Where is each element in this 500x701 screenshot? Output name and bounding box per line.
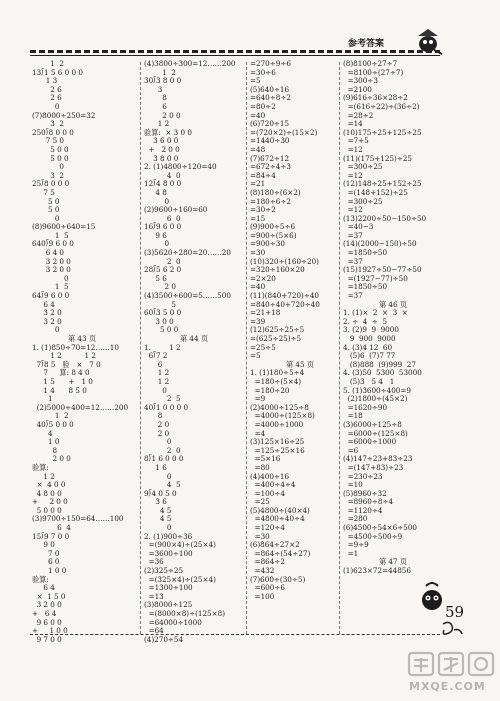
- answer-line: (13)2200÷50−150÷50: [343, 213, 427, 223]
- answer-line: 30⟌3 8 0 0: [144, 76, 182, 86]
- answer-line: 25⟌8 0 0 0: [32, 179, 70, 189]
- answer-line: 4 5: [144, 480, 181, 490]
- answer-line: 2. ÷ 4 ÷ 5: [343, 316, 388, 326]
- answer-line: 6 4: [32, 299, 55, 309]
- answer-line: =6000÷1000: [343, 437, 397, 447]
- answer-line: 0: [144, 471, 172, 481]
- answer-line: 2 0 0: [144, 110, 181, 120]
- answer-line: =40: [250, 110, 266, 120]
- answer-line: =30: [250, 248, 266, 258]
- answer-line: (3)9700÷150=64……100: [32, 514, 124, 524]
- answer-line: =1440÷30: [250, 136, 290, 146]
- answer-line: 0: [32, 162, 64, 172]
- answer-line: 3: [144, 84, 163, 94]
- answer-line: =4000÷1000: [250, 419, 304, 429]
- answer-line: =(147+83)÷23: [343, 462, 404, 472]
- cartoon-character-icon: [418, 580, 446, 612]
- answer-line: =5: [250, 351, 261, 361]
- answer-line: =(616÷22)÷(36÷2): [343, 101, 420, 111]
- answer-line: =80: [250, 462, 270, 472]
- answer-line: =270÷9÷6: [250, 59, 291, 68]
- answer-line: =1620÷90: [343, 402, 388, 412]
- answer-line: =840÷40+720÷40: [250, 299, 320, 309]
- answer-line: =432: [250, 566, 275, 576]
- answer-line: 1 5: [32, 230, 69, 240]
- answer-line: 3. (2)9 9 9000: [343, 325, 399, 335]
- column-divider: [246, 62, 247, 634]
- answer-line: =64000÷1000: [144, 617, 202, 627]
- answer-line: 8: [144, 93, 167, 103]
- section-heading: 第 46 页: [378, 299, 408, 309]
- answer-line: =36: [144, 557, 164, 567]
- answer-line: =40−3: [343, 222, 374, 232]
- section-heading: 第 43 页: [67, 334, 97, 343]
- answer-line: =(720×2)÷(15×2): [250, 127, 318, 137]
- answer-line: + 6 4: [32, 609, 57, 618]
- answer-line: (4)3500÷600=5……500: [144, 291, 231, 301]
- answer-line: =(148+152)÷25: [343, 187, 408, 197]
- header-divider: [30, 50, 440, 53]
- answer-line: 12⟌4 8 0 0: [144, 179, 182, 189]
- mascot-icon: [412, 26, 444, 56]
- answer-line: 1 5: [32, 282, 69, 292]
- answer-line: =672÷4÷3: [250, 162, 291, 172]
- answer-line: 6 4 0: [32, 248, 64, 258]
- answer-line: =25: [250, 497, 270, 507]
- answer-line: =300÷3: [343, 76, 378, 86]
- answer-line: 2 5: [144, 394, 181, 404]
- answer-line: 6: [144, 101, 167, 111]
- answer-line: 2. (1)4800÷120=40: [144, 162, 217, 172]
- answer-line: 5 0 0 0: [32, 505, 62, 515]
- answer-line: 2 0: [144, 428, 170, 438]
- answer-line: =(8000×8)÷(125×8): [144, 609, 226, 618]
- answer-line: 9 6 0 0: [32, 617, 62, 627]
- answer-line: 9 900 9000: [343, 334, 396, 343]
- answer-line: =37: [343, 256, 363, 266]
- answer-column-2: [144, 60, 244, 644]
- watermark-logo: [405, 650, 497, 694]
- answer-line: =1120÷4: [343, 505, 383, 515]
- answer-line: =9: [250, 394, 266, 404]
- header-divider-thin: [30, 55, 440, 56]
- answer-line: =2100: [343, 84, 372, 94]
- answer-line: =4: [250, 428, 266, 438]
- answer-line: 1 6: [144, 462, 167, 472]
- answer-line: 2. (1)900÷36: [144, 531, 193, 541]
- answer-line: (9)900÷5÷6: [250, 222, 296, 232]
- answer-line: (5)640÷16: [250, 84, 290, 94]
- answer-line: (7)8000÷250=32: [32, 110, 96, 120]
- header-label: 参考答案: [348, 39, 385, 49]
- answer-line: 3 2 0: [32, 316, 62, 326]
- answer-line: (7)600÷(30÷5): [250, 574, 306, 584]
- answer-line: 6: [144, 359, 163, 369]
- answer-line: 0: [144, 196, 170, 206]
- svg-text:MXQE.COM: MXQE.COM: [409, 680, 486, 693]
- answer-line: 1 2: [32, 471, 55, 481]
- answer-line: 1: [32, 394, 53, 404]
- answer-line: 13⟌1 5 6 0 0 0: [32, 67, 83, 77]
- answer-column-1: [32, 60, 132, 644]
- answer-line: (3)6000÷125÷8: [343, 419, 402, 429]
- answer-line: (9)616÷36×28÷2: [343, 93, 408, 103]
- answer-line: (1)623×72=44856: [343, 566, 411, 576]
- answer-line: 2 0 0: [32, 454, 71, 464]
- answer-line: 9 0: [32, 540, 55, 550]
- answer-line: =12: [343, 205, 363, 215]
- answer-line: (12)148÷25+152÷25: [343, 179, 422, 189]
- answer-line: 0: [144, 385, 167, 395]
- answer-line: =30÷2: [250, 205, 276, 215]
- answer-line: (12)625÷25÷5: [250, 325, 305, 335]
- answer-line: 4. (3)50 5300 53000: [343, 368, 422, 378]
- answer-line: (4)270÷54: [144, 634, 184, 644]
- answer-line: =5: [250, 76, 261, 86]
- answer-line: =37: [343, 291, 363, 301]
- answer-line: =40: [250, 282, 266, 292]
- answer-line: 1 5 + 1 0: [32, 376, 93, 386]
- answer-line: 2 0: [144, 256, 181, 266]
- answer-line: 16⟌9 6 0 0: [144, 222, 182, 232]
- answer-line: =37: [343, 230, 363, 240]
- answer-line: 3 2 0 0: [32, 265, 71, 275]
- answer-line: =21+18: [250, 308, 281, 318]
- answer-line: 2 0: [144, 282, 176, 292]
- answer-line: 6 4: [32, 583, 55, 593]
- answer-line: =(625÷25)÷5: [250, 334, 302, 343]
- answer-line: (7)672÷12: [250, 153, 290, 163]
- answer-line: =100: [250, 591, 275, 601]
- answer-line: (3)5620÷280=20……20: [144, 248, 231, 258]
- answer-line: 5 0: [32, 205, 60, 215]
- answer-line: =6000÷(125×8): [343, 428, 408, 438]
- answer-line: 40⟌5 0 0 0: [32, 419, 74, 429]
- answer-line: (3)125×16÷25: [250, 437, 305, 447]
- answer-line: + 2 0 0: [32, 497, 68, 507]
- answer-line: 1 0 0: [32, 566, 67, 576]
- column-divider: [339, 62, 340, 634]
- answer-line: (5)3 5 4 1: [343, 376, 395, 386]
- answer-line: 6 0: [32, 557, 60, 567]
- answer-line: + 1 0 0: [32, 626, 68, 636]
- answer-line: 4 8: [144, 187, 167, 197]
- answer-line: =864÷2: [250, 557, 285, 567]
- answer-line: 1 4 8 5 0: [32, 385, 87, 395]
- answer-line: 3 0 0: [144, 316, 174, 326]
- answer-line: 6 0: [144, 213, 181, 223]
- answer-line: 5 0 0: [144, 325, 179, 335]
- answer-line: 5 6: [144, 273, 167, 283]
- answer-line: 1 3: [32, 76, 58, 86]
- answer-line: (6)4500÷54×6÷500: [343, 523, 417, 533]
- answer-line: 2 6: [32, 84, 62, 94]
- answer-line: 64⟌9 6 0 0: [32, 291, 70, 301]
- answer-line: =(1927−77)÷50: [343, 273, 408, 283]
- answer-line: =900÷(5×6): [250, 230, 297, 240]
- answer-line: 60⟌3 5 0 0: [144, 308, 182, 318]
- answer-line: =1: [343, 548, 359, 558]
- answer-line: =10: [343, 480, 363, 490]
- answer-line: =80÷2: [250, 101, 276, 111]
- answer-line: 0: [32, 273, 69, 283]
- column-divider: [140, 62, 141, 634]
- answer-line: (8)8100÷27÷7: [343, 59, 398, 68]
- answer-line: (2)4000÷125÷8: [250, 402, 309, 412]
- answer-line: (4)147÷23+83÷23: [343, 454, 413, 464]
- answer-line: 9 7 0 0: [32, 634, 62, 644]
- answer-line: =400÷4÷4: [250, 480, 296, 490]
- answer-line: (11)(175+125)÷25: [343, 153, 412, 163]
- answer-line: =864÷(54÷27): [250, 548, 311, 558]
- answer-line: 3 8 0 0: [144, 153, 179, 163]
- answer-line: 0: [144, 523, 172, 533]
- answer-line: 1 2: [144, 368, 170, 378]
- answer-line: 1. (1)850÷70=12……10: [32, 342, 119, 352]
- answer-line: =180÷6÷2: [250, 196, 291, 206]
- answer-line: 5 0 0: [32, 144, 69, 154]
- answer-line: 5 0: [32, 196, 60, 206]
- answer-line: (10)175÷25+125÷25: [343, 127, 422, 137]
- answer-line: 1 0: [32, 437, 60, 447]
- answer-line: 3 6 0 0: [144, 136, 179, 146]
- answer-line: =18: [343, 411, 363, 421]
- answer-line: 1 2: [144, 376, 170, 386]
- answer-line: =300÷25: [343, 196, 383, 206]
- page-number: 59: [445, 603, 465, 621]
- answer-line: 3 2: [32, 170, 64, 180]
- answer-line: 1. 1 2: [144, 342, 181, 352]
- answer-line: (4)400÷16: [250, 471, 290, 481]
- answer-line: =5×16: [250, 454, 281, 464]
- answer-line: =230÷23: [343, 471, 383, 481]
- answer-line: 3 2 0 0: [32, 600, 62, 610]
- answer-line: =1850÷50: [343, 282, 388, 292]
- footer-divider: [30, 634, 440, 635]
- answer-line: =28÷2: [343, 110, 374, 120]
- answer-line: =640÷8÷2: [250, 93, 291, 103]
- answer-line: 1 2: [32, 59, 64, 68]
- answer-line: (3)8000÷125: [144, 600, 193, 610]
- answer-line: 4 0: [144, 170, 181, 180]
- answer-line: 5 0 0: [32, 153, 69, 163]
- answer-line: =7+5: [343, 136, 369, 146]
- answer-line: 2 0: [144, 419, 170, 429]
- answer-line: (15)1927÷50−77÷50: [343, 265, 422, 275]
- answer-line: =39: [250, 316, 266, 326]
- answer-line: 0: [144, 239, 170, 249]
- answer-line: =84÷4: [250, 170, 276, 180]
- section-heading: 第 47 页: [378, 557, 408, 567]
- answer-line: 2 0: [144, 445, 181, 455]
- answer-line: =1300÷100: [144, 583, 193, 593]
- answer-line: 9 6: [144, 230, 167, 240]
- answer-line: + 2 0 0: [144, 144, 180, 154]
- answer-line: 28⟌5 6 2 0: [144, 265, 182, 275]
- section-heading: 第 44 页: [179, 334, 209, 343]
- answer-line: 验算: × 3 0 0: [144, 127, 192, 137]
- answer-line: (8)9600÷640=15: [32, 222, 96, 232]
- answer-line: =900÷30: [250, 239, 285, 249]
- answer-line: =25÷5: [250, 342, 276, 352]
- answer-line: 1 2: [144, 67, 176, 77]
- answer-line: 3 2: [32, 119, 64, 129]
- answer-line: 5. (1)3600÷400=9: [343, 385, 411, 395]
- answer-line: =8960÷8÷4: [343, 497, 394, 507]
- answer-line: 0: [32, 101, 60, 111]
- answer-line: (11)(840+720)÷40: [250, 291, 319, 301]
- answer-line: (5)8960÷32: [343, 488, 387, 498]
- answer-line: (2)1800÷(45×2): [343, 394, 408, 404]
- answer-line: =2×20: [250, 273, 276, 283]
- answer-line: 7 算: 8 4 0: [32, 368, 90, 378]
- answer-line: 640⟌9 6 0 0: [32, 239, 74, 249]
- answer-line: =15: [250, 213, 266, 223]
- swirl-icon: [440, 620, 464, 638]
- answer-line: =180÷(5×4): [250, 376, 302, 386]
- answer-line: =300÷25: [343, 162, 383, 172]
- answer-line: (5)4800÷(40×4): [250, 505, 310, 515]
- answer-column-4: [343, 60, 443, 576]
- answer-line: =100÷4: [250, 488, 285, 498]
- answer-line: 4: [32, 428, 53, 438]
- answer-line: (10)320÷(160÷20): [250, 256, 319, 266]
- answer-line: 验算:: [32, 574, 49, 584]
- answer-line: =6: [343, 445, 359, 455]
- answer-line: =30: [250, 531, 270, 541]
- answer-line: 8⟌1 6 0 0 0: [144, 454, 184, 464]
- answer-line: (6)864÷27×2: [250, 540, 300, 550]
- answer-line: 0: [32, 213, 60, 223]
- answer-line: =1850÷50: [343, 248, 388, 258]
- answer-line: (6)720÷15: [250, 119, 290, 129]
- answer-line: 7 0: [32, 548, 60, 558]
- answer-line: 4 8 0 0: [32, 488, 62, 498]
- answer-line: (8)888 (9)999 27: [343, 359, 416, 369]
- answer-line: 4. (3)4 12 60: [343, 342, 393, 352]
- answer-line: =120÷4: [250, 523, 285, 533]
- answer-line: =64: [144, 626, 164, 636]
- answer-line: 0: [32, 325, 60, 335]
- answer-line: =30÷6: [250, 67, 276, 77]
- answer-line: 4 5: [144, 514, 172, 524]
- answer-line: =8100÷(27÷7): [343, 67, 404, 77]
- answer-line: 3 2 0: [32, 308, 62, 318]
- answer-line: 6⟌7 2: [144, 351, 168, 361]
- answer-line: (14)(2000−150)÷50: [343, 239, 417, 249]
- answer-line: =280: [343, 514, 368, 524]
- answer-line: 3 6: [144, 497, 167, 507]
- answer-column-3: [250, 60, 350, 601]
- answer-line: 8: [144, 411, 163, 421]
- answer-line: =(900×4)÷(25×4): [144, 540, 216, 550]
- answer-line: (2)325÷25: [144, 566, 184, 576]
- answer-line: 250⟌8 0 0 0: [32, 127, 74, 137]
- answer-line: 1. (1)× 2 × 3 ×: [343, 308, 408, 318]
- answer-line: 1 2: [144, 119, 170, 129]
- answer-line: =48: [250, 144, 266, 154]
- answer-line: 7 5: [32, 187, 55, 197]
- section-heading: 第 45 页: [285, 359, 315, 369]
- answer-line: =320÷160×20: [250, 265, 305, 275]
- answer-line: (4)3800÷300=12……200: [144, 59, 236, 68]
- answer-line: =4000÷(125×8): [250, 411, 315, 421]
- answer-line: =3600÷100: [144, 548, 193, 558]
- answer-line: 4 5: [144, 505, 172, 515]
- answer-line: =12: [343, 170, 363, 180]
- answer-line: 9⟌4 0 5 0: [144, 488, 177, 498]
- answer-line: 15⟌9 7 0 0: [32, 531, 70, 541]
- answer-line: 40⟌1 0 0 0 0: [144, 402, 189, 412]
- answer-line: 1. (1)180÷5÷4: [250, 368, 305, 378]
- answer-line: (2)5000÷400=12……200: [32, 402, 129, 412]
- answer-line: (8)180÷(6×2): [250, 187, 301, 197]
- answer-line: =12: [343, 144, 363, 154]
- answer-line: =4500÷500÷9: [343, 531, 403, 541]
- answer-line: =13: [144, 591, 164, 601]
- answer-line: =4800÷40÷4: [250, 514, 305, 524]
- answer-line: 7 5 0: [32, 136, 64, 146]
- answer-line: 1 2: [32, 411, 69, 421]
- answer-line: 3 2 0 0: [32, 256, 71, 266]
- answer-line: 1 2 1 2: [32, 351, 96, 361]
- answer-line: 验算:: [32, 462, 49, 472]
- answer-line: =9÷9: [343, 540, 369, 550]
- answer-line: (5)6 (7)7 77: [343, 351, 396, 361]
- answer-line: 6 4: [32, 523, 71, 533]
- answer-line: =180÷20: [250, 385, 290, 395]
- answer-line: × 4 0 0: [32, 480, 66, 490]
- answer-line: =600÷6: [250, 583, 285, 593]
- answer-line: 7⟌8 5 验 × 7 0: [32, 359, 101, 369]
- answer-line: =21: [250, 179, 266, 189]
- answer-line: 5: [144, 299, 176, 309]
- answer-line: =(325×4)÷(25×4): [144, 574, 216, 584]
- answer-line: (2)9600÷160=60: [144, 205, 208, 215]
- answer-line: 8: [32, 445, 58, 455]
- answer-line: 2 6: [32, 93, 62, 103]
- answer-line: =14: [343, 119, 363, 129]
- answer-line: =125÷25×16: [250, 445, 305, 455]
- answer-line: × 1 5 0: [32, 591, 66, 601]
- answer-line: 0: [144, 437, 172, 447]
